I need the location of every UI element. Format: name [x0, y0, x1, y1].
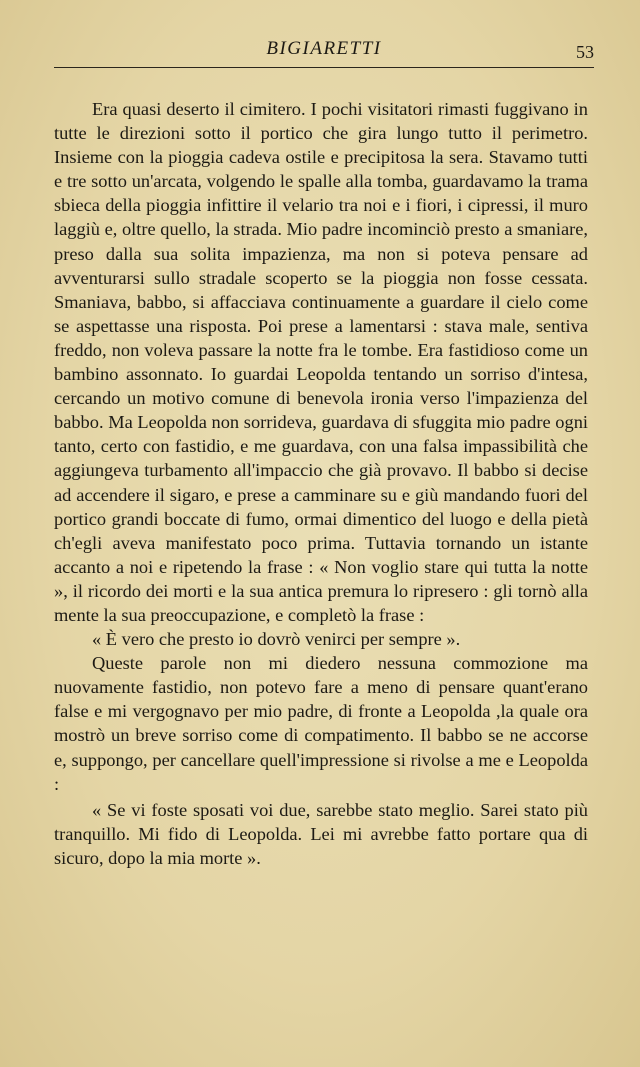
running-title: BIGIARETTI — [266, 38, 382, 59]
paragraph-4-quote: « Se vi foste sposati voi due, sarebbe stato meglio. Sarei stato più tranquillo. Mi fido di Leopolda. Lei mi avrebbe fatto portare qua di sicuro, dopo la mia morte ». — [54, 799, 588, 868]
body-text — [54, 97, 588, 870]
paragraph-3: Queste parole non mi diedero nessuna commozione ma nuovamente fastidio, non potevo fare a meno di pensare quant'erano false e mi vergognavo per mio padre, di fronte a Leopolda ,la quale ora mostrò un breve sorriso come di compatimento. Il babbo se ne accorse e, suppongo, per cancellare quell'impressione si rivolse a me e Leopolda : — [54, 653, 588, 794]
paragraph-2-quote: « È vero che presto io dovrò venirci per sempre ». — [92, 629, 461, 650]
header-rule — [54, 67, 594, 68]
running-head — [54, 38, 594, 70]
paragraph-1: Era quasi deserto il cimitero. I pochi visitatori rimasti fuggivano in tutte le direzioni sotto il portico che gira lungo tutto il perimetro. Insieme con la pioggia cadeva ostile e precipitosa la sera. Stavamo tutti e tre sotto un'arcata, volgendo le spalle alla tomba, guardavamo la trama sbieca della pioggia infittire il velario tra noi e i fiori, i cipressi, il muro laggiù e, oltre quello, la strada. Mio padre incominciò presto a smaniare, preso dalla sua solita impazienza, ma non si poteva pensare ad avventurarsi sullo stradale scoperto se la pioggia non fosse cessata. Smaniava, babbo, si affacciava continuamente a guardare il cielo come se aspettasse una risposta. Poi prese a lamentarsi : stava male, sentiva freddo, non voleva passare la notte fra le tombe. Era fastidioso come un bambino assonnato. Io guardai Leopolda tentando un sorriso d'intesa, cercando un motivo comune di benevola ironia verso l'impazienza del babbo. Ma Leopolda non sorrideva, guardava di sfuggita mio padre ogni tanto, certo con fastidio, e me guardava, con una falsa impassibilità che aggiungeva turbamento all'impaccio che già provavo. Il babbo si decise ad accendere il sigaro, e prese a camminare su e giù mandando fuori del portico grandi boccate di fumo, ormai dimentico del luogo e della pietà ch'egli aveva manifestato poco prima. Tuttavia tornando un istante accanto a noi e ripetendo la frase : « Non voglio stare qui tutta la notte », il ricordo dei morti e la sua antica premura lo ripresero : gli tornò alla mente la sua preoccupazione, e completò la frase : — [54, 99, 588, 625]
page-number: 53 — [576, 42, 594, 62]
